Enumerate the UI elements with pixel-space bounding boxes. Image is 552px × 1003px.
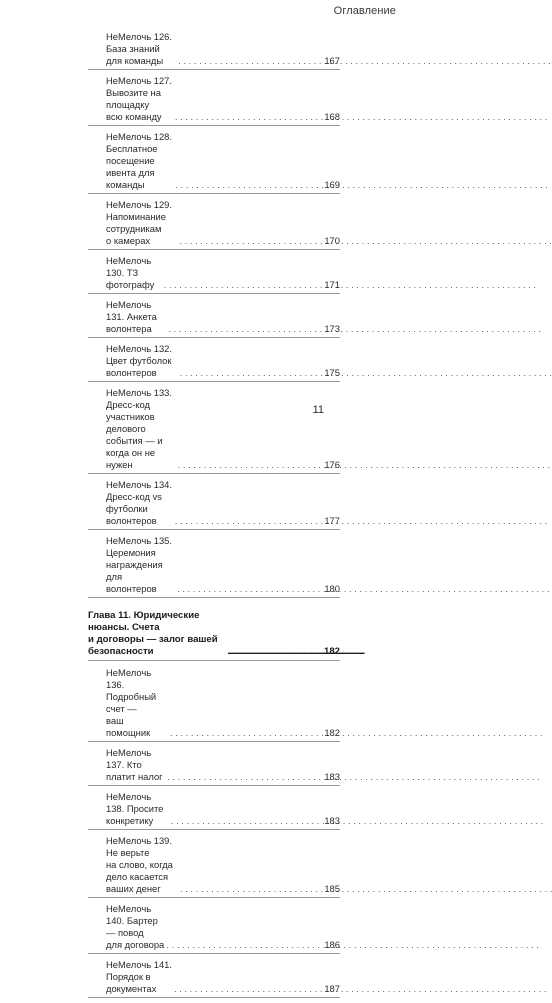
dot-leader — [167, 771, 322, 783]
toc-entry — [88, 667, 340, 742]
toc-entry-page: 171 — [324, 279, 340, 290]
toc-entry-title: НеМелочь 139. Не верьте на слово, когда дело касается ваших денег — [106, 835, 173, 894]
toc-entry — [88, 959, 340, 998]
toc-entry — [88, 479, 340, 530]
dot-leader — [175, 111, 322, 123]
toc-entry-page: 182 — [324, 727, 340, 738]
dot-leader — [164, 279, 322, 291]
dot-leader — [178, 55, 322, 67]
toc-entry-title: НеМелочь 136. Подробный счет — ваш помощник — [106, 667, 157, 738]
toc-entry-title: НеМелочь 127. Вывозите на площадку всю команду — [106, 75, 173, 122]
dot-leader — [178, 459, 322, 471]
toc-entry — [88, 343, 340, 382]
table-of-contents — [88, 31, 340, 1003]
dot-leader — [175, 515, 322, 527]
dot-leader — [177, 583, 322, 595]
page-number: 11 — [312, 404, 324, 416]
running-head: Оглавление — [333, 5, 396, 17]
dot-leader — [174, 983, 322, 995]
toc-entry-title: НеМелочь 129. Напоминание сотрудникам о камерах — [106, 199, 173, 246]
toc-entry — [88, 791, 340, 830]
toc-entry-page: 169 — [324, 179, 340, 190]
toc-entry — [88, 255, 340, 294]
toc-entry-title: НеМелочь 134. Дресс-код vs футболки волонтеров — [106, 479, 173, 526]
toc-entry-page: 173 — [324, 323, 340, 334]
toc-entry-title: НеМелочь 137. Кто платит налог — [106, 747, 163, 782]
toc-entry — [88, 75, 340, 126]
toc-entry-title: НеМелочь 126. База знаний для команды — [106, 31, 173, 66]
toc-entry-title: НеМелочь 135. Церемония награждения для волонтеров — [106, 535, 173, 594]
dot-leader — [175, 179, 322, 191]
chapter-page: 182 — [323, 646, 340, 657]
toc-entry-title: НеМелочь 132. Цвет футболок волонтеров — [106, 343, 173, 378]
toc-entry-title: НеМелочь 130. ТЗ фотографу — [106, 255, 155, 290]
toc-entry-title: НеМелочь 133. Дресс-код участников делового события — и когда он не нужен — [106, 387, 173, 470]
toc-entry-title: НеМелочь 140. Бартер — повод для договора — [106, 903, 165, 950]
toc-entry-page: 176 — [324, 459, 340, 470]
toc-entry — [88, 535, 340, 598]
toc-entry-page: 187 — [324, 983, 340, 994]
toc-entry-page: 185 — [324, 883, 340, 894]
dot-leader — [169, 323, 322, 335]
toc-entry-page: 180 — [324, 583, 340, 594]
toc-entry-title: НеМелочь 138. Просите конкретику — [106, 791, 164, 826]
toc-entry — [88, 747, 340, 786]
toc-entry-page: 167 — [324, 55, 340, 66]
toc-entry-page: 177 — [324, 515, 340, 526]
toc-entry-page: 175 — [324, 367, 340, 378]
dot-leader — [227, 646, 322, 658]
dot-leader — [179, 235, 322, 247]
toc-entry — [88, 31, 340, 70]
toc-entry-page: 168 — [324, 111, 340, 122]
toc-entry-title: НеМелочь 131. Анкета волонтера — [106, 299, 157, 334]
toc-entry-title: НеМелочь 128. Бесплатное посещение ивента для команды — [106, 131, 173, 190]
toc-entry — [88, 299, 340, 338]
dot-leader — [170, 727, 322, 739]
toc-entry — [88, 387, 340, 474]
toc-entry — [88, 835, 340, 898]
dot-leader — [166, 939, 322, 951]
toc-entry-page: 170 — [324, 235, 340, 246]
dot-leader — [171, 815, 322, 827]
toc-entry — [88, 131, 340, 194]
toc-chapter-heading — [88, 610, 340, 661]
toc-entry-page: 183 — [324, 815, 340, 826]
toc-entry-title: НеМелочь 141. Порядок в документах — [106, 959, 173, 994]
dot-leader — [180, 367, 322, 379]
chapter-title: Глава 11. Юридические нюансы. Счета и договоры — залог вашей безопасности — [88, 610, 218, 657]
dot-leader — [180, 883, 322, 895]
toc-entry — [88, 903, 340, 954]
toc-entry-page: 186 — [324, 939, 340, 950]
toc-entry — [88, 199, 340, 250]
toc-entry-page: 183 — [324, 771, 340, 782]
